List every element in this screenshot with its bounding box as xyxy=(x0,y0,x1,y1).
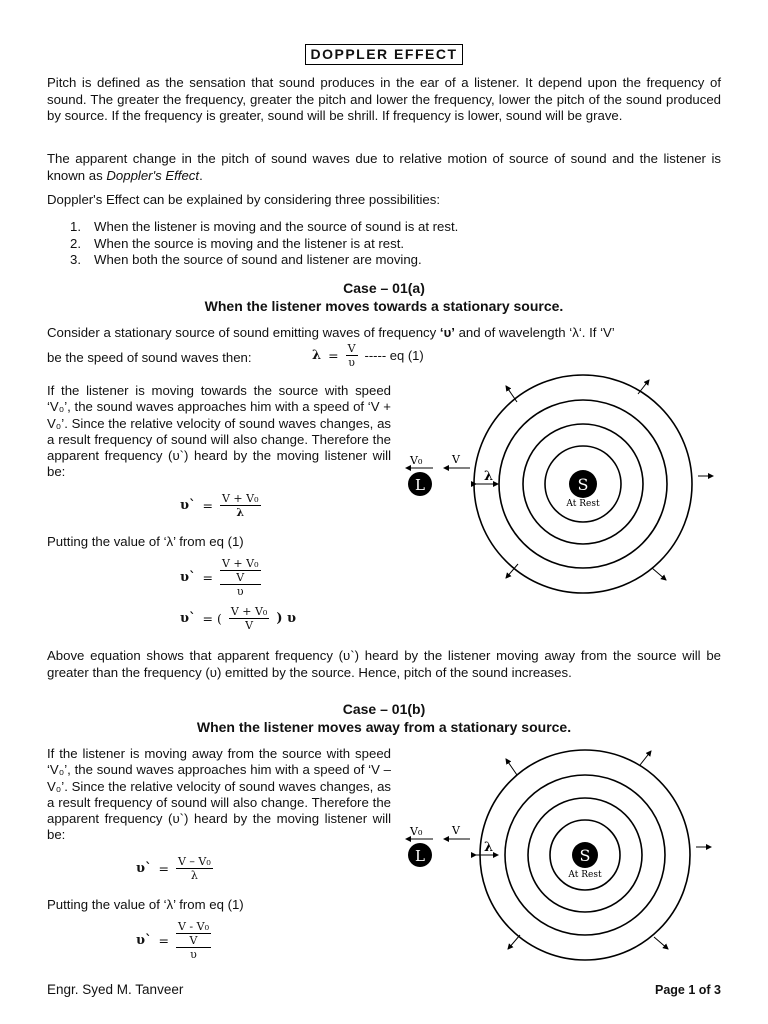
radiation-arrow xyxy=(640,751,651,765)
case-a-label: Case – 01(a) xyxy=(343,280,425,296)
list-item: 2. When the source is moving and the listener is at rest. xyxy=(70,235,405,251)
equation-1: λ = $\frac{V}{\upsilon}$ ----- eq (1) xyxy=(312,342,424,369)
case-a-conclusion: Above equation shows that apparent frequency (υ`) heard by the listener moving away from the source will be greater than the frequency (υ) emitted by the source. Hence, pitch of the sound increases. xyxy=(47,648,721,680)
source-label: S xyxy=(579,846,591,865)
case-b-body: If the listener is moving away from the source with speed ‘V₀’, the sound waves approaches him with a speed of ‘V – V₀’. Since the relative velocity of sound waves changes, as a result frequency of sound will also change. Therefore the apparent frequency (υ`) heard by the moving listener will be: xyxy=(47,746,391,843)
possibilities-list xyxy=(70,219,458,269)
radiation-arrow xyxy=(506,759,517,775)
fraction: $\frac{V}{\upsilon}$ xyxy=(347,342,356,369)
list-item: 3. When both the source of sound and listener are moving. xyxy=(70,252,422,267)
case-a-putting: Putting the value of ‘λ’ from eq (1) xyxy=(47,534,244,549)
listener-label: L xyxy=(415,476,425,494)
case-a-speed-line: be the speed of sound waves then: xyxy=(47,350,252,365)
footer-author: Engr. Syed M. Tanveer xyxy=(47,982,184,997)
intro-paragraph-3: Doppler's Effect can be explained by considering three possibilities: xyxy=(47,192,440,207)
case-b-heading: When the listener moves away from a stationary source. xyxy=(196,719,572,735)
intro-paragraph-1: Pitch is defined as the sensation that sound produces in the ear of a listener. It depend upon the frequency of sound. The greater the frequency, greater the pitch and lower the frequency, lower the pitch of the sound produced by source. If the frequency is greater, sound will be shrill. If frequency is lower, sound will be grave. xyxy=(47,75,721,123)
case-b-formula-1: υ` = $\frac{\text{V – V₀}}{\lambda}$ xyxy=(136,855,211,882)
case-b-formula-2: υ` = V - V₀ V υ xyxy=(136,920,209,961)
v-label: V xyxy=(452,453,460,466)
case-a-body: If the listener is moving towards the source with speed ‘V₀’, the sound waves approaches him with a speed of ‘V + V₀’. Since the relative velocity of sound waves changes, as a result frequency of sound will also change. Therefore the apparent frequency (υ`) heard by the moving listener will be: xyxy=(47,383,391,480)
source-label: S xyxy=(577,475,589,494)
fraction: $\frac{\text{V – V₀}}{\lambda}$ xyxy=(177,855,211,882)
case-a-formula-1: υ` = $\frac{\text{V + V₀}}{\lambda}$ xyxy=(180,492,259,519)
fraction: $\frac{\text{V + V₀}}{\lambda}$ xyxy=(221,492,259,519)
fraction: V - V₀ V υ xyxy=(177,920,209,961)
lambda-label: λ xyxy=(484,469,494,484)
radiation-arrow xyxy=(652,568,666,580)
v-label: V xyxy=(452,824,460,837)
case-a-formula-3: υ` = ( $\frac{\text{V + V₀}}{V}$ ) υ xyxy=(180,605,297,632)
listener-label: L xyxy=(415,847,425,865)
page-title: DOPPLER EFFECT xyxy=(305,44,463,65)
doppler-effect-term: Doppler's Effect xyxy=(106,167,200,183)
doppler-diagram-a xyxy=(400,372,720,598)
doppler-diagram-b xyxy=(400,743,720,969)
radiation-arrow xyxy=(638,380,649,394)
fraction: $\frac{\text{V + V₀}}{V}$ xyxy=(230,605,268,632)
lambda-label: λ xyxy=(484,840,494,855)
list-item: 1. When the listener is moving and the source of sound is at rest. xyxy=(70,219,459,234)
footer-page-number: Page 1 of 3 xyxy=(655,983,721,997)
radiation-arrow xyxy=(654,937,668,949)
case-b-putting: Putting the value of ‘λ’ from eq (1) xyxy=(47,897,244,912)
source-caption: At Rest xyxy=(568,870,602,880)
case-b-label: Case – 01(b) xyxy=(342,701,426,717)
radiation-arrow xyxy=(506,386,517,402)
v0-label: V₀ xyxy=(410,454,423,467)
fraction: V + V₀ V υ xyxy=(221,557,259,598)
case-a-heading: When the listener moves towards a stationary source. xyxy=(204,298,564,314)
case-a-consider-line: Consider a stationary source of sound emitting waves of frequency ‘υ’ and of wavelength ‘λ‘. If ‘V’ xyxy=(47,325,615,340)
intro-paragraph-2: The apparent change in the pitch of sound waves due to relative motion of source of sound and the listener is known as Doppler's Effect. xyxy=(47,151,721,183)
source-caption: At Rest xyxy=(566,499,600,509)
radiation-arrow xyxy=(508,935,520,949)
v0-label: V₀ xyxy=(410,825,423,838)
case-a-formula-2: υ` = V + V₀ V υ xyxy=(180,557,259,598)
